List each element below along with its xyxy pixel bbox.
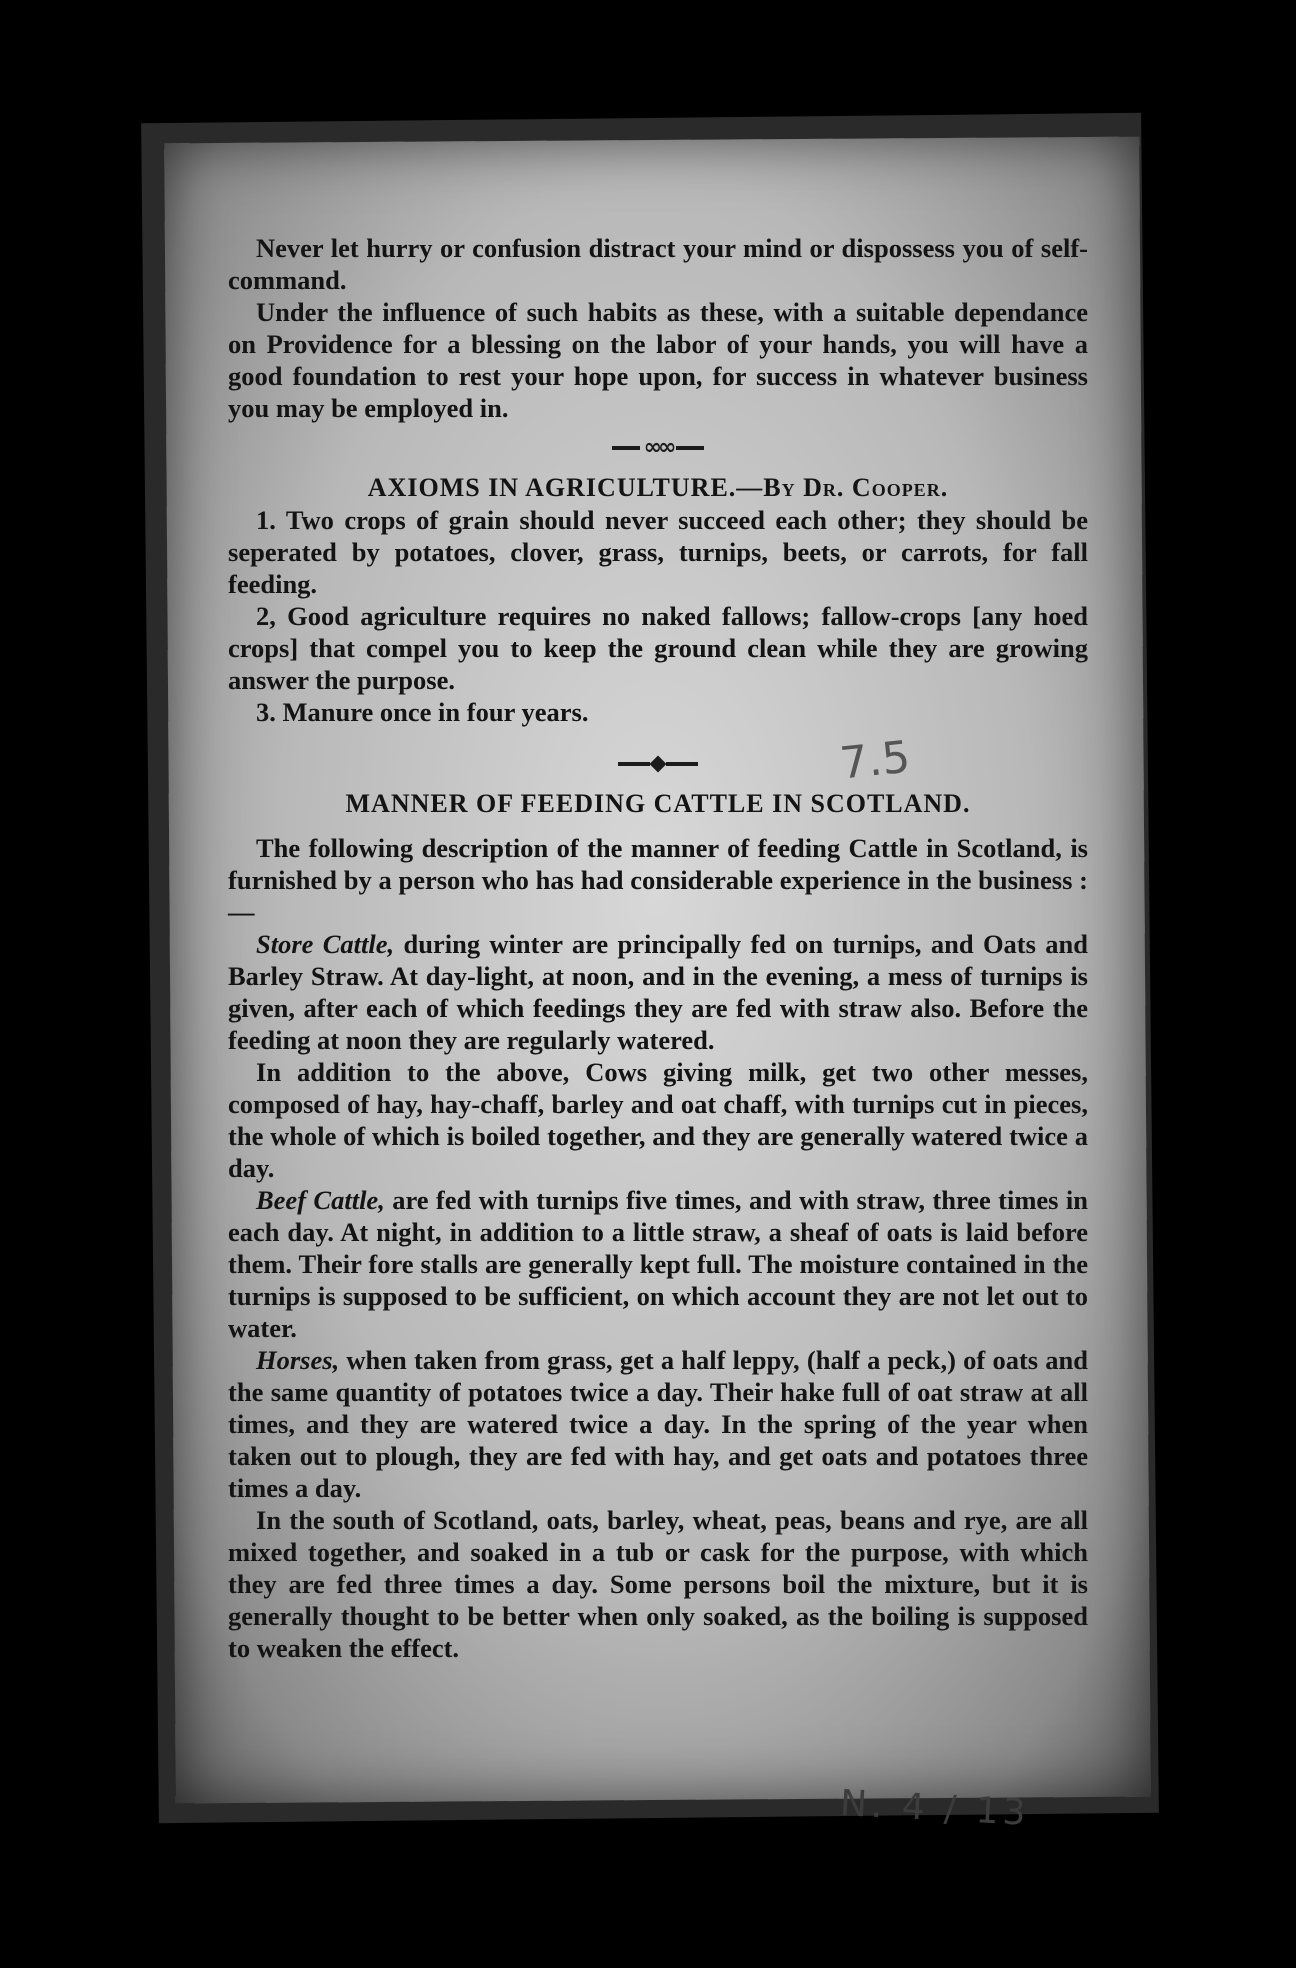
catalog-mark: N. 4 / 13 [839,1783,1031,1834]
diamond-ornament-icon [650,756,667,773]
south-scotland-paragraph: In the south of Scotland, oats, barley, wheat, peas, beans and rye, are all mixed together, and soaked in a tub or cask for the purpose, with which they are fed three times a day. Some persons boil the mixture, but it is generally thought to be better when only soaked, as the boiling is supposed to weaken the effect. [228,1505,1088,1663]
handwritten-note: 7.5 [837,731,913,790]
beef-cattle-paragraph [228,1184,1088,1344]
ornamental-divider-2 [228,740,1088,788]
axioms-heading [228,472,1088,504]
store-cattle-paragraph [228,928,1088,1056]
beef-cattle-text: are fed with turnips five times, and with straw, three times in each day. At night, in addition to a little straw, a sheaf of oats is laid before them. Their fore stalls are generally kept full. The moisture contained in the turnips is supposed to be sufficient, on which account they are not let out to water. [228,1185,1088,1343]
ornamental-divider-1 [228,424,1088,472]
horses-paragraph [228,1344,1088,1504]
store-cattle-text: during winter are principally fed on turnips, and Oats and Barley Straw. At day-light, at noon, and in the evening, a mess of turnips is given, after each of which feedings they are fed with straw also. Before the feeding at noon they are regularly watered. [228,929,1088,1055]
knot-ornament-icon: ∞∞ [643,435,673,460]
cattle-heading: MANNER OF FEEDING CATTLE IN SCOTLAND. [345,789,971,818]
horses-text: when taken from grass, get a half leppy, (half a peck,) of oats and the same quantity of potatoes twice a day. Their hake full of oat straw at all times, and they are watered twice a day. In the spring of the year when taken out to plough, they are fed with hay, and get oats and potatoes three times a day. [228,1345,1088,1503]
store-cattle-label: Store Cattle, [256,929,395,959]
axiom-item-1: 1. Two crops of grain should never succeed each other; they should be seperated by potatoes, clover, grass, turnips, beets, or carrots, for fall feeding. [228,505,1088,599]
intro-paragraph-1: Never let hurry or confusion distract your mind or dispossess you of self-command. [228,233,1088,295]
axiom-item-3: 3. Manure once in four years. [256,697,589,727]
axioms-heading-author: By Dr. Cooper. [763,473,949,502]
horses-label: Horses, [256,1345,340,1375]
beef-cattle-label: Beef Cattle, [256,1185,385,1215]
axioms-heading-main: AXIOMS IN AGRICULTURE.— [367,473,764,502]
cattle-intro-paragraph: The following description of the manner of feeding Cattle in Scotland, is furnished by a person who has had considerable experience in the business :— [228,833,1088,927]
page-text [228,232,1088,1664]
cows-paragraph: In addition to the above, Cows giving milk, get two other messes, composed of hay, hay-chaff, barley and oat chaff, with turnips cut in pieces, the whole of which is boiled together, and they are generally watered twice a day. [228,1057,1088,1183]
intro-paragraph-2: Under the influence of such habits as these, with a suitable dependance on Providence for a blessing on the labor of your hands, you will have a good foundation to rest your hope upon, for success in whatever business you may be employed in. [228,297,1088,423]
axiom-item-2: 2, Good agriculture requires no naked fallows; fallow-crops [any hoed crops] that compel you to keep the ground clean while they are growing answer the purpose. [228,601,1088,695]
